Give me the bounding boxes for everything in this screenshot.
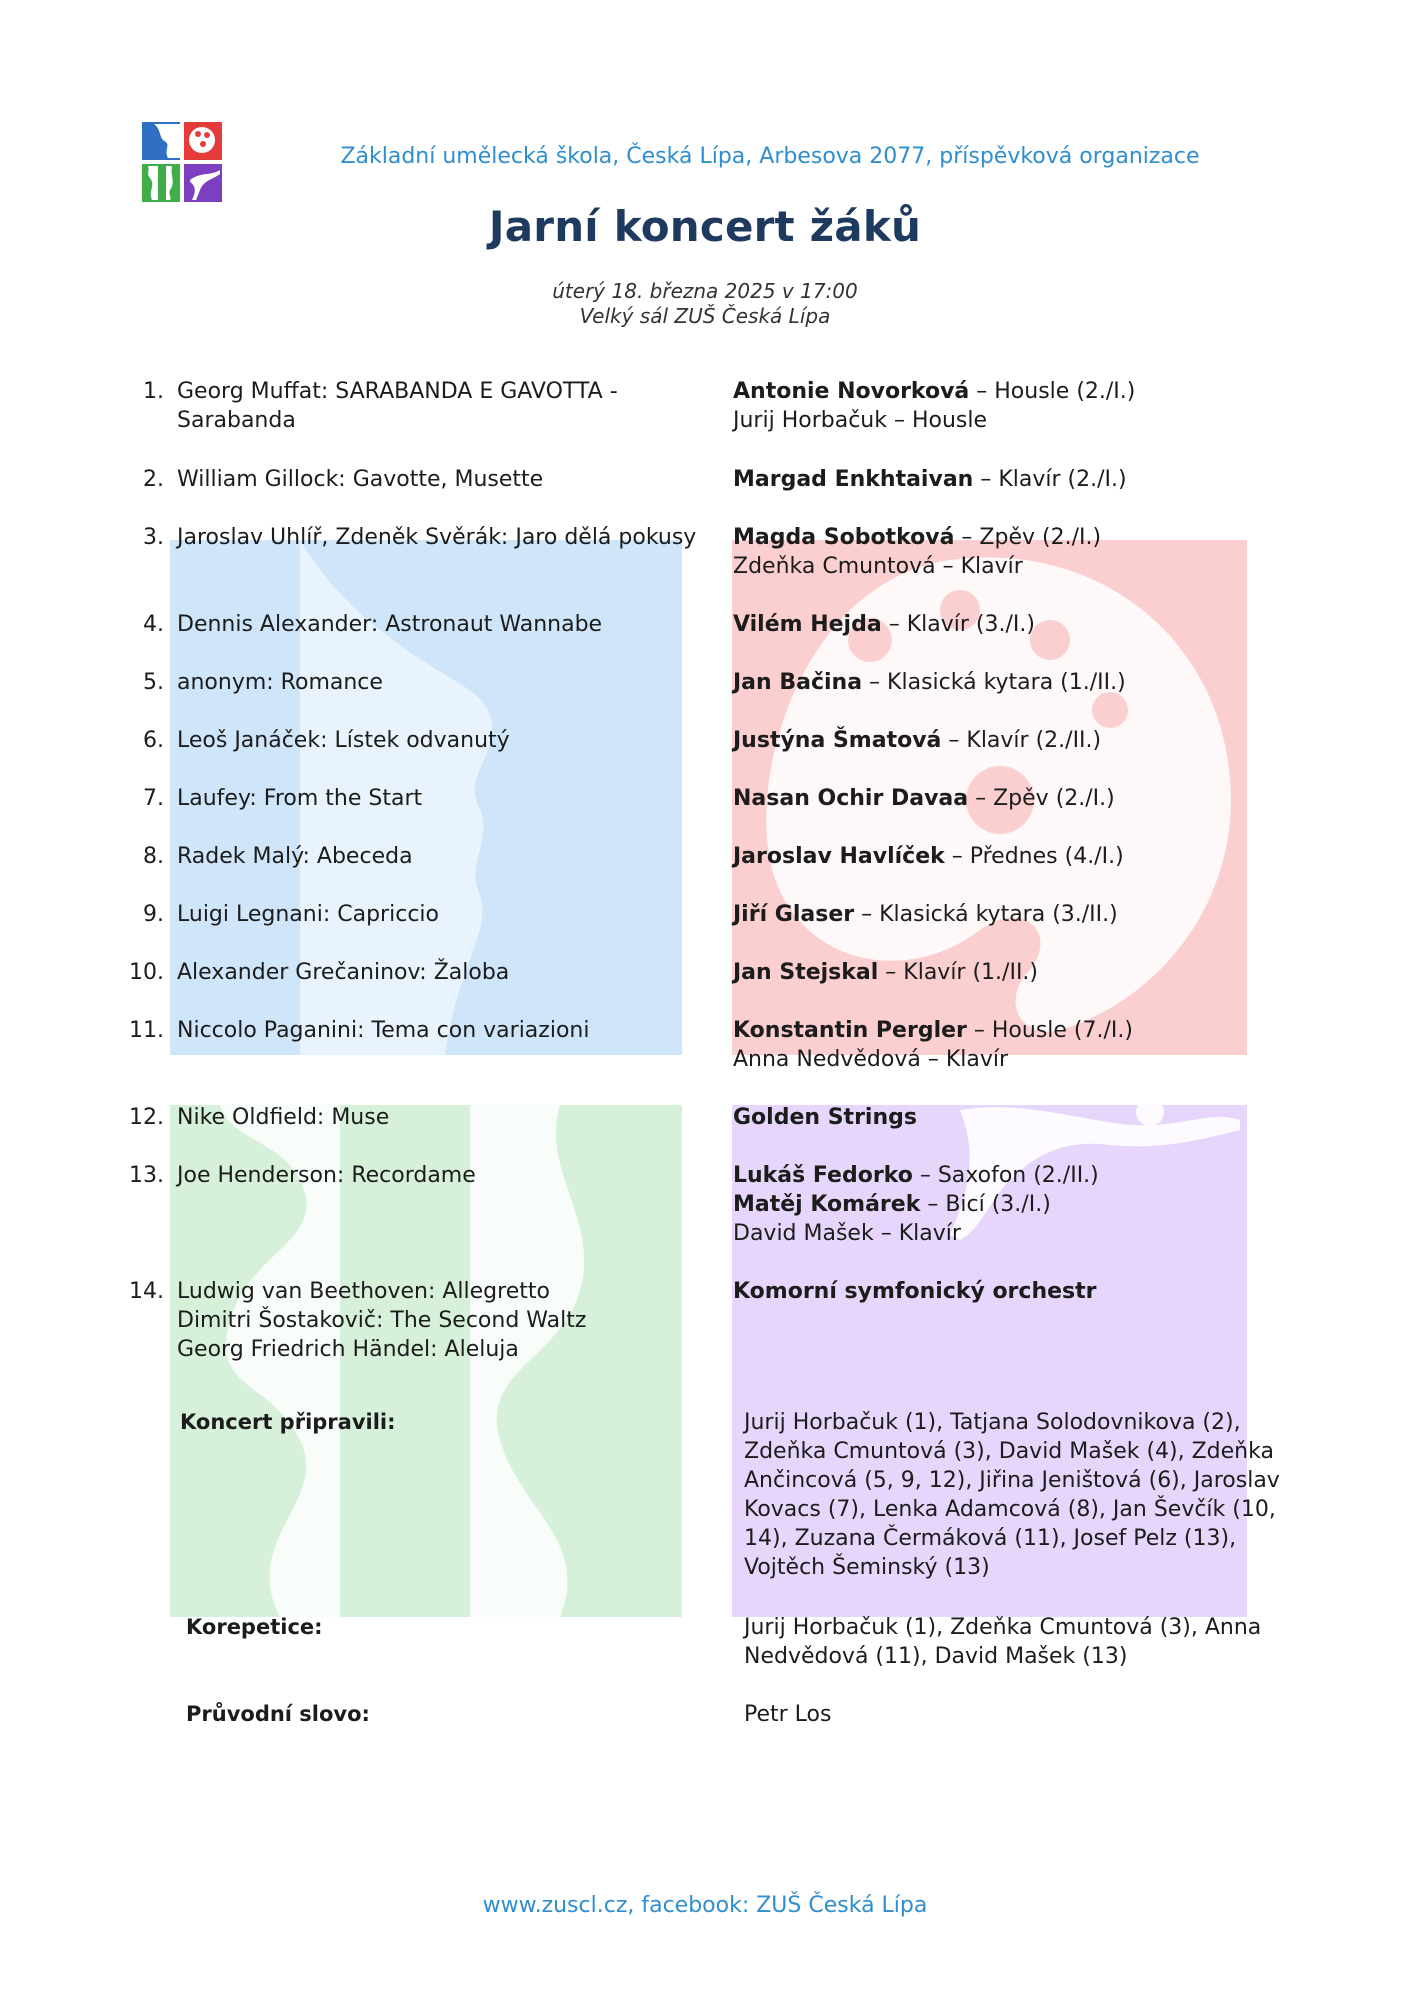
piece-title: Leoš Janáček: Lístek odvanutý: [177, 728, 510, 753]
performers: Margad Enkhtaivan – Klavír (2./I.): [733, 467, 1127, 492]
piece-title: Nike Oldfield: Muse: [177, 1105, 390, 1130]
performers: Jan Stejskal – Klavír (1./II.): [733, 960, 1039, 985]
item-number: 10.: [129, 960, 164, 985]
performers: Komorní symfonický orchestr: [733, 1279, 1097, 1304]
item-number: 2.: [143, 467, 164, 492]
performers: Antonie Novorková – Housle (2./I.) Jurij Horbačuk – Housle: [733, 379, 1136, 433]
piece-title: Ludwig van Beethoven: Allegretto Dimitri Šostakovič: The Second Waltz Georg Friedrich Händel: Aleluja: [177, 1279, 587, 1362]
piece-title: Jaroslav Uhlíř, Zdeněk Svěrák: Jaro dělá pokusy: [177, 525, 697, 550]
page-title: Jarní koncert žáků: [488, 202, 922, 251]
item-number: 8.: [143, 844, 164, 869]
piece-title: Dennis Alexander: Astronaut Wannabe: [177, 612, 603, 637]
item-number: 12.: [129, 1105, 164, 1130]
piece-title: Laufey: From the Start: [177, 786, 423, 811]
concert-date: úterý 18. března 2025 v 17:00: [552, 279, 858, 303]
school-logo: [140, 120, 224, 204]
performers: Golden Strings: [733, 1105, 917, 1130]
piece-title: William Gillock: Gavotte, Musette: [177, 467, 544, 492]
performers: Jan Bačina – Klasická kytara (1./II.): [733, 670, 1126, 695]
item-number: 7.: [143, 786, 164, 811]
item-number: 1.: [143, 379, 164, 404]
item-number: 6.: [143, 728, 164, 753]
narration-value: Petr Los: [744, 1702, 832, 1727]
item-number: 5.: [143, 670, 164, 695]
performers: Lukáš Fedorko – Saxofon (2./II.) Matěj Komárek – Bicí (3./I.) David Mašek – Klavír: [733, 1163, 1099, 1246]
piece-title: anonym: Romance: [177, 670, 383, 695]
piece-title: Alexander Grečaninov: Žaloba: [177, 960, 510, 985]
performers: Vilém Hejda – Klavír (3./I.): [733, 612, 1035, 637]
item-number: 13.: [129, 1163, 164, 1188]
item-number: 14.: [129, 1279, 164, 1304]
item-number: 9.: [143, 902, 164, 927]
piece-title: Georg Muffat: SARABANDA E GAVOTTA - Sarabanda: [177, 379, 618, 433]
item-number: 11.: [129, 1018, 164, 1043]
item-number: 3.: [143, 525, 164, 550]
item-number: 4.: [143, 612, 164, 637]
piece-title: Luigi Legnani: Capriccio: [177, 902, 439, 927]
performers: Konstantin Pergler – Housle (7./I.) Anna Nedvědová – Klavír: [733, 1018, 1133, 1072]
performers: Magda Sobotková – Zpěv (2./I.) Zdeňka Cmuntová – Klavír: [733, 525, 1102, 579]
performers: Justýna Šmatová – Klavír (2./II.): [733, 728, 1102, 753]
korepetice-label: Korepetice:: [186, 1615, 323, 1639]
performers: Nasan Ochir Davaa – Zpěv (2./I.): [733, 786, 1115, 811]
piece-title: Radek Malý: Abeceda: [177, 844, 413, 869]
narration-label: Průvodní slovo:: [186, 1702, 370, 1726]
school-name: Základní umělecká škola, Česká Lípa, Arbesova 2077, příspěvková organizace: [340, 144, 1200, 169]
performers: Jiří Glaser – Klasická kytara (3./II.): [733, 902, 1118, 927]
prepared-list: Jurij Horbačuk (1), Tatjana Solodovnikova (2), Zdeňka Cmuntová (3), David Mašek (4), Zdeňka Ančincová (5, 9, 12), Jiřina Jeništová (6), Jaroslav Kovacs (7), Lenka Adamcová (8), Jan Ševčík (10, 14), Zuzana Čermáková (11), Josef Pelz (13), Vojtěch Šeminský (13): [744, 1410, 1280, 1580]
prepared-label: Koncert připravili:: [180, 1410, 396, 1434]
footer-links[interactable]: www.zuscl.cz, facebook: ZUŠ Česká Lípa: [482, 1893, 928, 1918]
piece-title: Joe Henderson: Recordame: [177, 1163, 476, 1188]
performers: Jaroslav Havlíček – Přednes (4./I.): [733, 844, 1124, 869]
piece-title: Niccolo Paganini: Tema con variazioni: [177, 1018, 590, 1043]
concert-venue: Velký sál ZUŠ Česká Lípa: [579, 304, 831, 328]
korepetice-list: Jurij Horbačuk (1), Zdeňka Cmuntová (3), Anna Nedvědová (11), David Mašek (13): [744, 1615, 1262, 1669]
